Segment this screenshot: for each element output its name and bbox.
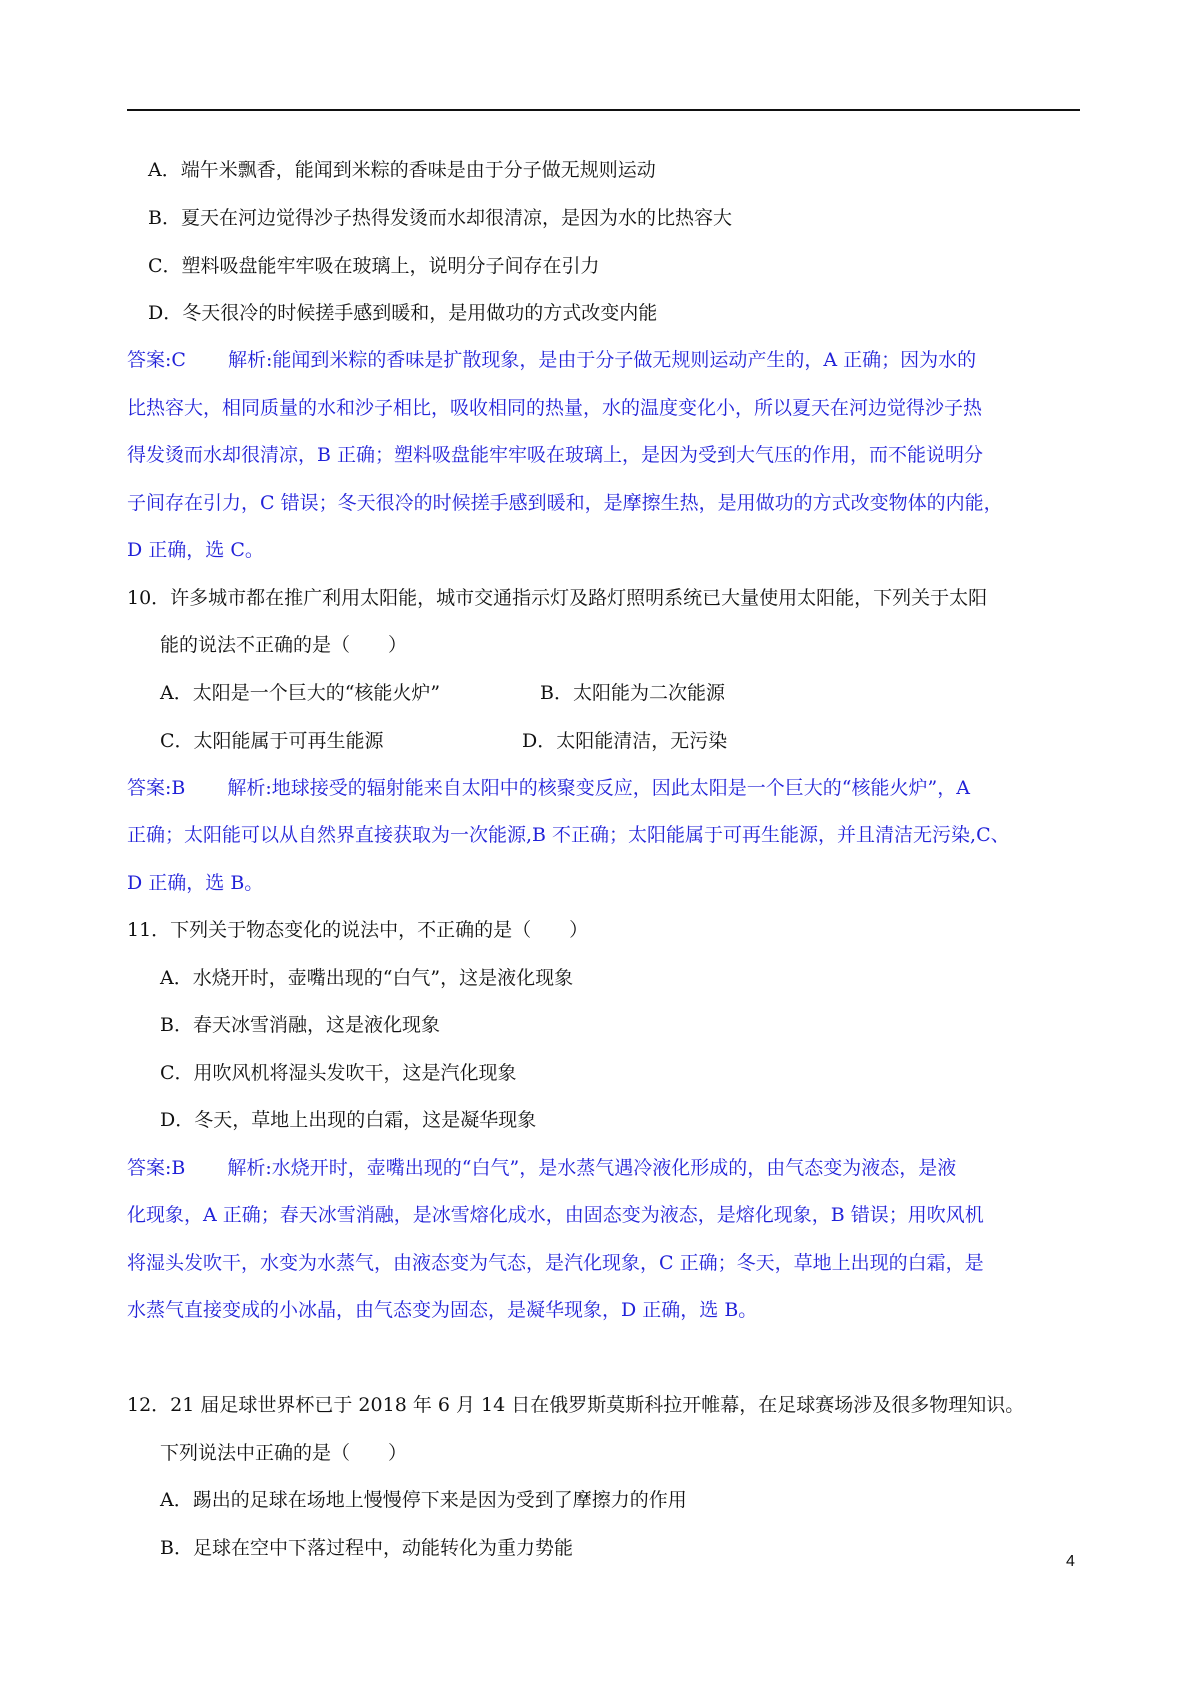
q11-analysis-line-2: 化现象，A 正确；春天冰雪消融，是冰雪熔化成水，由固态变为液态，是熔化现象，B 错误；用吹风机	[127, 1204, 984, 1226]
q9-answer-line-1	[127, 347, 976, 373]
q9-option-c: C．塑料吸盘能牢牢吸在玻璃上，说明分子间存在引力	[148, 255, 600, 277]
q10-option-a: A．太阳是一个巨大的“核能火炉”	[160, 682, 441, 704]
q9-analysis-line-5: D 正确，选 C。	[127, 539, 264, 561]
q11-analysis-line-4: 水蒸气直接变成的小冰晶，由气态变为固态，是凝华现象，D 正确，选 B。	[127, 1299, 758, 1321]
q10-analysis-line-3: D 正确，选 B。	[127, 872, 264, 894]
q11-answer-label: 答案:B	[127, 1157, 186, 1179]
q12-stem-line-2: 下列说法中正确的是（ ）	[160, 1442, 408, 1464]
q10-analysis: 解析:地球接受的辐射能来自太阳中的核聚变反应，因此太阳是一个巨大的“核能火炉”，A	[227, 777, 970, 799]
q9-option-a: A．端午米飘香，能闻到米粽的香味是由于分子做无规则运动	[148, 159, 656, 181]
q9-option-b: B．夏天在河边觉得沙子热得发烫而水却很清凉，是因为水的比热容大	[148, 207, 732, 229]
q10-stem-line-1: 10．许多城市都在推广利用太阳能，城市交通指示灯及路灯照明系统已大量使用太阳能，下列关于太阳	[127, 587, 988, 609]
q10-option-b: B．太阳能为二次能源	[540, 682, 725, 704]
q11-analysis-line-3: 将湿头发吹干，水变为水蒸气，由液态变为气态，是汽化现象，C 正确；冬天，草地上出现的白霜，是	[127, 1252, 984, 1274]
q12-stem-line-1: 12．21 届足球世界杯已于 2018 年 6 月 14 日在俄罗斯莫斯科拉开帷幕，在足球赛场涉及很多物理知识。	[127, 1394, 1025, 1416]
q10-option-c: C．太阳能属于可再生能源	[160, 730, 384, 752]
q11-option-a: A．水烧开时，壶嘴出现的“白气”，这是液化现象	[160, 967, 574, 989]
q9-analysis-line-3: 得发烫而水却很清凉，B 正确；塑料吸盘能牢牢吸在玻璃上，是因为受到大气压的作用，而不能说明分	[127, 444, 984, 466]
q12-option-b: B．足球在空中下落过程中，动能转化为重力势能	[160, 1537, 573, 1559]
q11-stem: 11．下列关于物态变化的说法中，不正确的是（ ）	[127, 919, 589, 941]
q10-stem-line-2: 能的说法不正确的是（ ）	[160, 634, 408, 656]
q12-option-a: A．踢出的足球在场地上慢慢停下来是因为受到了摩擦力的作用	[160, 1489, 687, 1511]
q9-answer-label: 答案:C	[127, 349, 186, 371]
header-rule	[127, 109, 1080, 111]
q11-option-c: C．用吹风机将湿头发吹干，这是汽化现象	[160, 1062, 517, 1084]
q10-answer-line-1	[127, 775, 970, 801]
q11-option-d: D．冬天，草地上出现的白霜，这是凝华现象	[160, 1109, 537, 1131]
q9-option-d: D．冬天很冷的时候搓手感到暖和，是用做功的方式改变内能	[148, 302, 658, 324]
q10-option-d: D．太阳能清洁，无污染	[522, 730, 728, 752]
q10-answer-label: 答案:B	[127, 777, 186, 799]
q11-answer-line-1	[127, 1155, 956, 1181]
q9-analysis: 解析:能闻到米粽的香味是扩散现象，是由于分子做无规则运动产生的，A 正确；因为水的	[227, 349, 977, 371]
page-number: 4	[1066, 1553, 1075, 1570]
q9-analysis-line-2: 比热容大，相同质量的水和沙子相比，吸收相同的热量，水的温度变化小，所以夏天在河边觉得沙子热	[127, 397, 983, 419]
q9-analysis-line-4: 子间存在引力，C 错误；冬天很冷的时候搓手感到暖和，是摩擦生热，是用做功的方式改变物体的内能，	[127, 492, 1003, 514]
q10-analysis-line-2: 正确；太阳能可以从自然界直接获取为一次能源,B 不正确；太阳能属于可再生能源，并且清洁无污染,C、	[127, 824, 1010, 846]
q11-analysis: 解析:水烧开时，壶嘴出现的“白气”，是水蒸气遇冷液化形成的，由气态变为液态，是液	[227, 1157, 957, 1179]
q11-option-b: B．春天冰雪消融，这是液化现象	[160, 1014, 440, 1036]
